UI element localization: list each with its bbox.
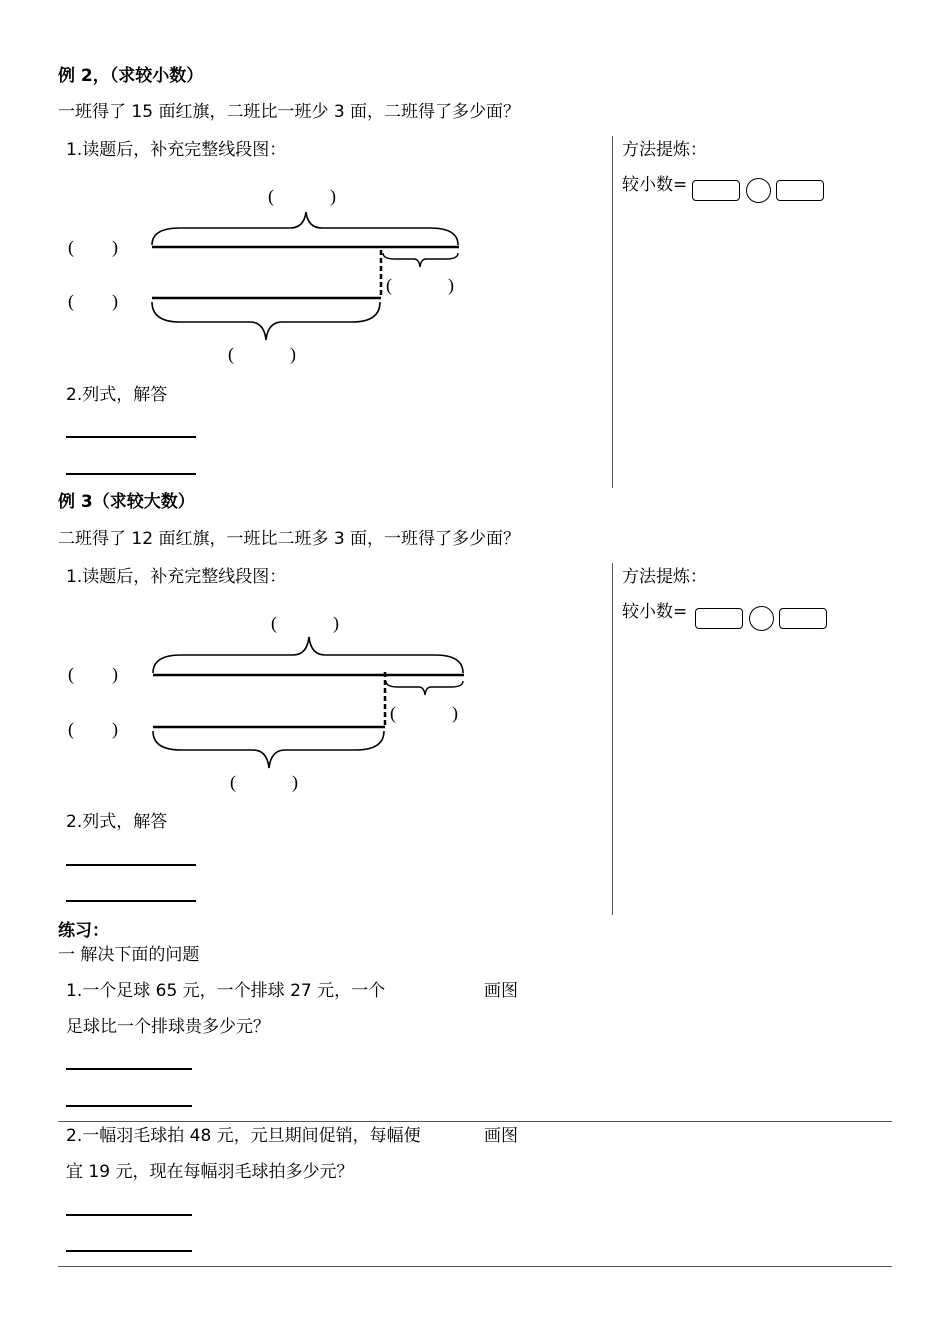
ex2-step1: 1.读题后，补充完整线段图： <box>66 140 287 160</box>
practice-q2-draw: 画图 <box>484 1126 518 1146</box>
ex3-paren-lower-label: ( ) <box>68 719 118 739</box>
ex3-method-formula: 较小数= <box>622 602 688 622</box>
ex3-paren-top: ( ) <box>271 613 339 633</box>
ex3-divider <box>612 563 613 915</box>
ex2-title: 例 2，（求较小数） <box>58 66 204 86</box>
ex3-method-title: 方法提炼： <box>622 567 707 587</box>
practice-q1-line2: 足球比一个排球贵多少元？ <box>66 1017 270 1037</box>
ex3-formula-box-1[interactable] <box>695 608 743 629</box>
practice-separator-1 <box>58 1121 892 1122</box>
q2-answer-line-1[interactable] <box>66 1214 192 1216</box>
ex2-method-formula: 较小数= <box>622 175 688 195</box>
q1-answer-line-1[interactable] <box>66 1068 192 1070</box>
ex2-method-title: 方法提炼： <box>622 140 707 160</box>
ex2-paren-top: ( ) <box>268 186 336 206</box>
ex3-formula-operator-circle[interactable] <box>749 606 774 631</box>
ex3-bottom-brace <box>153 731 384 768</box>
practice-q2-line1: 2.一幅羽毛球拍 48 元，元旦期间促销，每幅便 <box>66 1126 421 1146</box>
ex2-paren-bottom: ( ) <box>228 344 296 364</box>
ex3-step2: 2.列式，解答 <box>66 812 168 832</box>
ex2-paren-lower-label: ( ) <box>68 291 118 311</box>
ex2-step2: 2.列式，解答 <box>66 385 168 405</box>
ex3-step1: 1.读题后，补充完整线段图： <box>66 567 287 587</box>
ex3-title: 例 3（求较大数） <box>58 492 195 512</box>
ex3-question: 二班得了 12 面红旗，一班比二班多 3 面，一班得了多少面？ <box>58 529 521 549</box>
ex2-paren-diff: ( ) <box>386 275 454 295</box>
ex3-top-brace <box>153 637 463 673</box>
practice-q2-line2: 宜 19 元，现在每幅羽毛球拍多少元？ <box>66 1162 354 1182</box>
ex3-paren-bottom: ( ) <box>230 772 298 792</box>
q2-answer-line-2[interactable] <box>66 1250 192 1252</box>
ex2-paren-upper-label: ( ) <box>68 237 118 257</box>
ex2-question: 一班得了 15 面红旗，二班比一班少 3 面，二班得了多少面？ <box>58 102 521 122</box>
practice-q1-line1: 1.一个足球 65 元，一个排球 27 元，一个 <box>66 981 386 1001</box>
practice-section: 一 解决下面的问题 <box>58 945 200 965</box>
ex3-paren-diff: ( ) <box>390 703 458 723</box>
practice-title: 练习： <box>58 921 109 941</box>
ex3-answer-line-1[interactable] <box>66 864 196 866</box>
ex3-diff-brace <box>386 681 463 695</box>
practice-separator-2 <box>58 1266 892 1267</box>
q1-answer-line-2[interactable] <box>66 1105 192 1107</box>
practice-q1-draw: 画图 <box>484 981 518 1001</box>
ex3-formula-box-2[interactable] <box>779 608 827 629</box>
ex3-paren-upper-label: ( ) <box>68 664 118 684</box>
ex3-answer-line-2[interactable] <box>66 900 196 902</box>
